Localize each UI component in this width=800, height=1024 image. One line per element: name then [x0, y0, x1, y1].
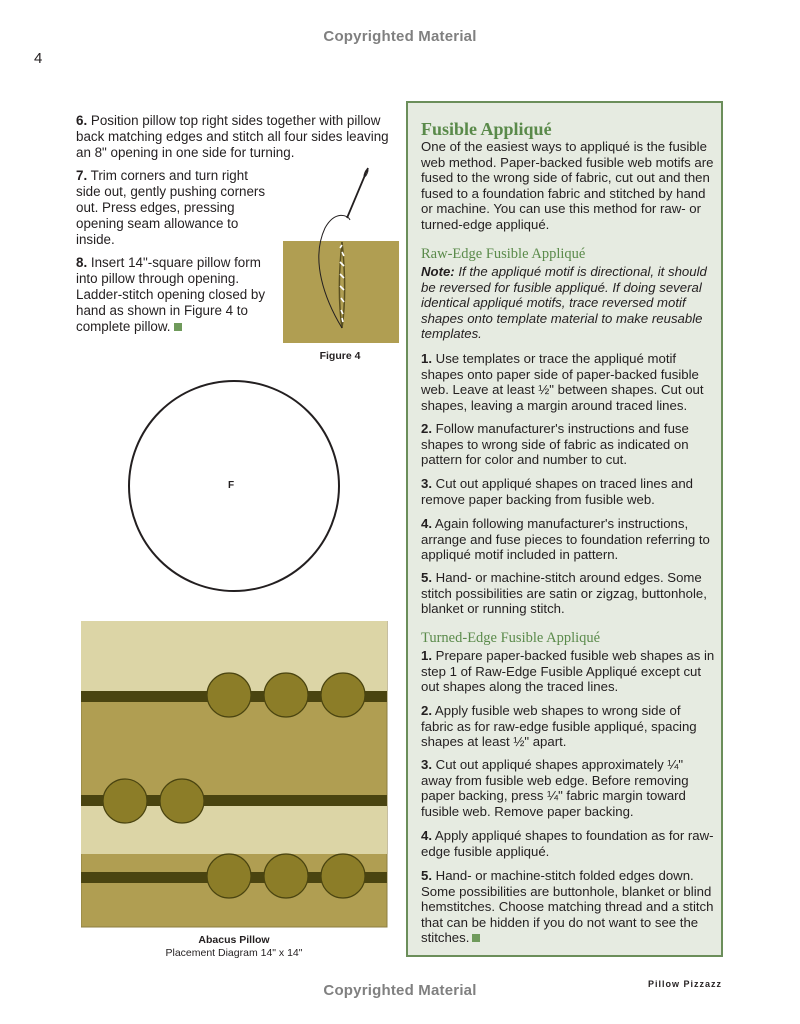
raw-step-3-num: 3. [421, 476, 432, 491]
figure-4-caption: Figure 4 [319, 350, 361, 362]
turned-step-2-text: Apply fusible web shapes to wrong side of fabric as for raw-edge fusible appliqué, spacing shapes at least ½" apart. [421, 703, 697, 750]
sidebar-intro: One of the easiest ways to appliqué is the fusible web method. Paper-backed fusible web motifs are fused to the wrong side of fabric, cut out and then fused to a foundation fabric and stitched by hand or machine. You can use this method for raw- or turned-edge appliqué. [421, 139, 714, 232]
step-8 [76, 255, 276, 335]
raw-step-5-text: Hand- or machine-stitch around edges. Some stitch possibilities are satin or zigzag, buttonhole, blanket or running stitch. [421, 570, 707, 617]
watermark-top: Copyrighted Material [323, 28, 477, 45]
needle-icon [347, 168, 368, 218]
turned-step-2-num: 2. [421, 703, 432, 718]
raw-step-3-text: Cut out appliqué shapes on traced lines and remove paper backing from fusible web. [421, 476, 694, 507]
end-mark-icon [174, 323, 182, 331]
step-7 [76, 168, 276, 248]
raw-step-4-num: 4. [421, 516, 432, 531]
raw-step-5-num: 5. [421, 570, 432, 585]
template-f-circle [125, 380, 345, 600]
page-number: 4 [34, 50, 43, 67]
end-mark-icon [472, 934, 480, 942]
step-6-text: Position pillow top right sides together with pillow back matching edges and stitch all four sides leaving an 8" opening in one side for turning. [76, 113, 389, 160]
raw-step-1-num: 1. [421, 351, 432, 366]
turned-step-4 [421, 828, 716, 859]
raw-edge-note [421, 264, 716, 342]
raw-step-4-text: Again following manufacturer's instructions, arrange and fuse pieces to foundation referring to appliqué motif included in pattern. [421, 516, 710, 563]
template-label: F [228, 480, 235, 491]
raw-step-1 [421, 351, 716, 413]
note-label: Note: [421, 264, 455, 279]
raw-step-2-text: Follow manufacturer's instructions and fuse shapes to wrong side of fabric as indicated on pattern for color and number to cut. [421, 421, 689, 468]
turned-step-5 [421, 868, 716, 946]
raw-step-2 [421, 421, 716, 468]
step-7-num: 7. [76, 168, 88, 183]
raw-step-1-text: Use templates or trace the appliqué motif shapes onto paper side of paper-backed fusible web. Leave at least ½" between shapes. Cut out shapes, leaving a margin around traced lines. [421, 351, 704, 413]
step-8-num: 8. [76, 255, 88, 270]
step-6 [76, 113, 396, 161]
placement-diagram [81, 621, 388, 928]
turned-step-3 [421, 757, 716, 819]
raw-step-5 [421, 570, 716, 617]
turned-step-1-num: 1. [421, 648, 432, 663]
turned-step-4-num: 4. [421, 828, 432, 843]
fusible-applique-sidebar [406, 101, 723, 957]
raw-edge-title: Raw-Edge Fusible Appliqué [421, 246, 586, 262]
raw-step-3 [421, 476, 716, 507]
turned-step-4-text: Apply appliqué shapes to foundation as for raw-edge fusible appliqué. [421, 828, 714, 859]
note-text: If the appliqué motif is directional, it should be reversed for fusible appliqué. If doing several identical appliqué motifs, trace reversed motif shapes onto template material to make reusable templates. [421, 264, 707, 342]
step-8-text: Insert 14"-square pillow form into pillow through opening. Ladder-stitch opening closed by hand as shown in Figure 4 to complete pillow. [76, 255, 266, 334]
sidebar-title: Fusible Appliqué [421, 119, 552, 139]
turned-step-3-num: 3. [421, 757, 432, 772]
raw-step-4 [421, 516, 716, 563]
turned-step-2 [421, 703, 716, 750]
turned-step-5-text: Hand- or machine-stitch folded edges down. Some possibilities are buttonhole, blanket or blind hemstitches. Choose matching thread and a stitch that can be hidden if you do not want to see the stitches. [421, 868, 714, 946]
turned-step-3-text: Cut out appliqué shapes approximately ¼" away from fusible web edge. Before removing paper backing, press ¼" fabric margin toward fusible web. Remove paper backing. [421, 757, 689, 819]
placement-caption-sub: Placement Diagram 14" x 14" [165, 947, 303, 959]
turned-edge-title: Turned-Edge Fusible Appliqué [421, 630, 601, 646]
raw-step-2-num: 2. [421, 421, 432, 436]
step-7-text: Trim corners and turn right side out, gently pushing corners out. Press edges, pressing opening seam allowance to inside. [76, 168, 266, 247]
turned-step-1-text: Prepare paper-backed fusible web shapes as in step 1 of Raw-Edge Fusible Appliqué except cut out shapes along the traced lines. [421, 648, 715, 695]
turned-step-1 [421, 648, 716, 695]
placement-caption-title: Abacus Pillow [198, 934, 270, 946]
figure-4-illustration [280, 160, 402, 346]
watermark-bottom: Copyrighted Material [323, 982, 477, 999]
step-6-num: 6. [76, 113, 88, 128]
footer-book-title: Pillow Pizzazz [647, 979, 722, 989]
turned-step-5-num: 5. [421, 868, 432, 883]
